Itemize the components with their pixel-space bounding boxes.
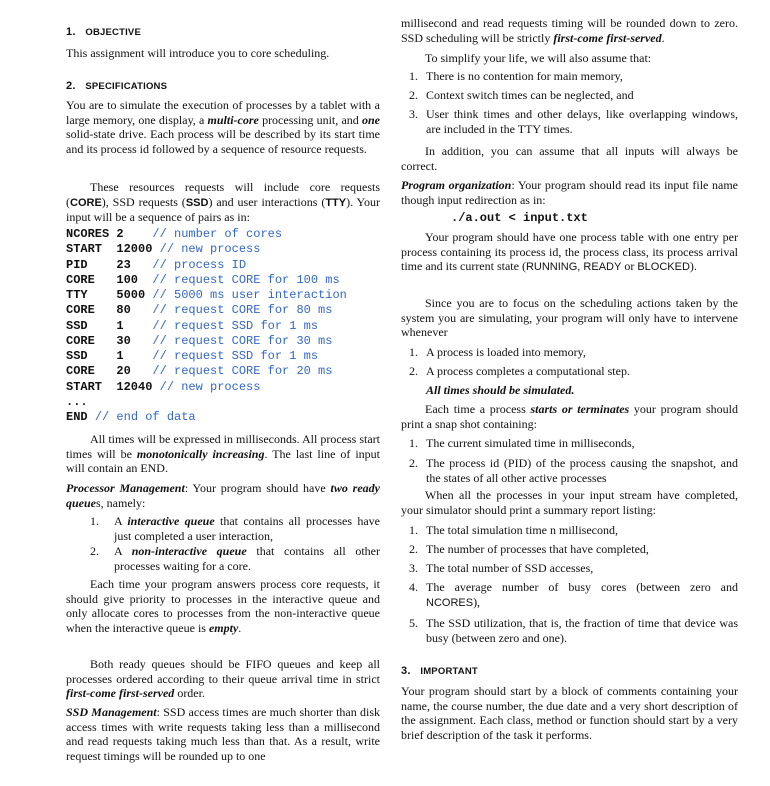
list-item: 2. The process id (PID) of the process causing the snapshot, and the states of all other active processes	[409, 456, 738, 485]
code-keyword: NCORES 2	[66, 227, 153, 241]
list-item: 1. The current simulated time in milliseconds,	[409, 436, 635, 450]
code-keyword: CORE 80	[66, 303, 153, 318]
section-number: 2.	[66, 80, 76, 92]
code-comment: // end of data	[94, 410, 196, 424]
section-title: IMPORTANT	[420, 666, 478, 677]
spec-paragraph-9: Each time a process starts or terminates your program should print a snap shot containing:	[401, 402, 738, 431]
code-line	[66, 319, 380, 334]
code-keyword: END	[66, 410, 95, 424]
code-keyword: TTY 5000	[66, 288, 153, 302]
events-list	[401, 345, 738, 379]
section-number: 3.	[401, 665, 411, 677]
list-item: 5. The SSD utilization, that is, the fraction of time that device was busy (between zero and one).	[409, 616, 738, 645]
ssd-management-label: SSD Management	[66, 705, 157, 719]
code-comment: // request CORE for 100 ms	[152, 272, 340, 287]
ssd-management-paragraph: SSD Management: SSD access times are much shorter than disk access times with write requests taking less than a millisecond and read requests taking much less than that. As a result, write request timings will be rounded up to one	[66, 705, 380, 763]
list-item: 1. The total simulation time n millisecond,	[409, 523, 618, 537]
spec-paragraph-7: Your program should have one process table with one entry per process containing its process id, the process class, its process arrival time and its current state (RUNNING, READY or BLOCKED).	[401, 230, 738, 273]
program-organization-label: Program organization	[401, 178, 512, 192]
section-number: 1.	[66, 26, 76, 38]
list-item: 2. A process completes a computational step.	[409, 364, 630, 378]
code-keyword: CORE 30	[66, 333, 153, 348]
list-item: 1. A interactive queue that contains all processes have just completed a user interaction,	[90, 514, 380, 543]
code-keyword: CORE 100	[66, 272, 153, 287]
code-comment: // request SSD for 1 ms	[152, 318, 319, 333]
code-line	[66, 288, 380, 303]
assumptions-intro: To simplify your life, we will also assume that:	[425, 51, 652, 65]
code-line	[66, 303, 380, 318]
spec-paragraph-5: Both ready queues should be FIFO queues and keep all processes ordered according to their queue arrival time in strict first-come first-served order.	[66, 657, 380, 700]
code-comment: // 5000 ms user interaction	[152, 288, 347, 302]
section-heading-objective	[66, 25, 380, 41]
spec-paragraph-10: When all the processes in your input stream have completed, your simulator should print a summary report listing:	[401, 488, 738, 517]
command-line-example: ./a.out < input.txt	[451, 211, 588, 225]
important-text: Your program should start by a block of comments containing your name, the course number, the due date and a very short description of the assignment. Each class, method or function should start by a very brief description of the task it performs.	[401, 684, 738, 742]
code-line	[66, 364, 380, 379]
code-comment: // request CORE for 80 ms	[152, 303, 333, 318]
spec-paragraph-8: Since you are to focus on the scheduling actions taken by the system you are simulating, your program will only have to intervene whenever	[401, 296, 738, 339]
code-line	[66, 258, 380, 273]
list-item: 3. User think times and other delays, like overlapping windows, are included in the TTY times.	[409, 107, 738, 136]
objective-text: This assignment will introduce you to core scheduling.	[66, 46, 330, 60]
all-times-note: All times should be simulated.	[426, 383, 575, 397]
list-item: 1. There is no contention for main memory,	[409, 69, 623, 83]
ready-queue-list	[66, 514, 380, 573]
code-comment: // new process	[159, 379, 261, 394]
code-line	[66, 380, 380, 395]
snapshot-list	[401, 436, 738, 485]
code-comment: // process ID	[152, 257, 247, 272]
code-comment: // request CORE for 30 ms	[152, 333, 333, 348]
code-keyword: SSD 1	[66, 318, 153, 333]
code-keyword: ...	[66, 394, 88, 409]
summary-report-list	[401, 523, 738, 645]
code-line	[66, 410, 380, 425]
input-example-code	[66, 227, 380, 425]
code-comment: // number of cores	[152, 227, 283, 241]
code-comment: // request SSD for 1 ms	[152, 349, 319, 363]
section-heading-important	[401, 664, 738, 680]
section-heading-specifications	[66, 79, 380, 95]
spec-paragraph-4: Each time your program answers process core requests, it should give priority to processes in the interactive queue and only allocate cores to processes from the non-interactive queue when the interactive queue is empty.	[66, 577, 380, 635]
code-comment: // request CORE for 20 ms	[152, 364, 333, 379]
code-line	[66, 227, 380, 242]
list-item: 1. A process is loaded into memory,	[409, 345, 586, 359]
code-line	[66, 242, 380, 257]
code-keyword: START 12000	[66, 242, 160, 257]
processor-management-label: Processor Management	[66, 481, 185, 495]
code-line	[66, 395, 380, 410]
code-line	[66, 334, 380, 349]
code-comment: // new process	[159, 242, 261, 257]
code-keyword: PID 23	[66, 257, 153, 272]
section-title: SPECIFICATIONS	[85, 81, 168, 92]
code-keyword: START 12040	[66, 379, 160, 394]
spec-paragraph-2: These resources requests will include core requests (CORE), SSD requests (SSD) and user interactions (TTY). Your input will be a sequence of pairs as in:	[66, 180, 381, 224]
ssd-management-continued: millisecond and read requests timing will be rounded down to zero. SSD scheduling will be strictly first-come first-served.	[401, 16, 738, 45]
section-title: OBJECTIVE	[85, 27, 142, 38]
code-keyword: SSD 1	[66, 349, 153, 363]
code-line	[66, 349, 380, 364]
code-line	[66, 273, 380, 288]
list-item: 3. The total number of SSD accesses,	[409, 561, 594, 575]
code-keyword: CORE 20	[66, 364, 153, 379]
spec-paragraph-3: All times will be expressed in milliseconds. All process start times will be monotonically increasing. The last line of input will contain an END.	[66, 432, 380, 475]
list-item: 2. Context switch times can be neglected, and	[409, 88, 634, 102]
list-item: 2. The number of processes that have completed,	[409, 542, 649, 556]
program-organization-paragraph: Program organization: Your program should read its input file name though input redirection as in:	[401, 178, 738, 207]
list-item: 2. A non-interactive queue that contains all other processes waiting for a core.	[90, 544, 380, 573]
spec-paragraph-6: In addition, you can assume that all inputs will always be correct.	[401, 144, 738, 173]
list-item: 4. The average number of busy cores (between zero and NCORES),	[409, 580, 738, 609]
spec-paragraph-1: You are to simulate the execution of processes by a tablet with a large memory, one display, a multi-core processing unit, and one solid-state drive. Each process will be described by its start time and its process id followed by a sequence of resource requests.	[66, 98, 380, 156]
assumptions-list	[401, 69, 738, 136]
processor-management-paragraph: Processor Management: Your program should have two ready queues, namely:	[66, 481, 380, 510]
